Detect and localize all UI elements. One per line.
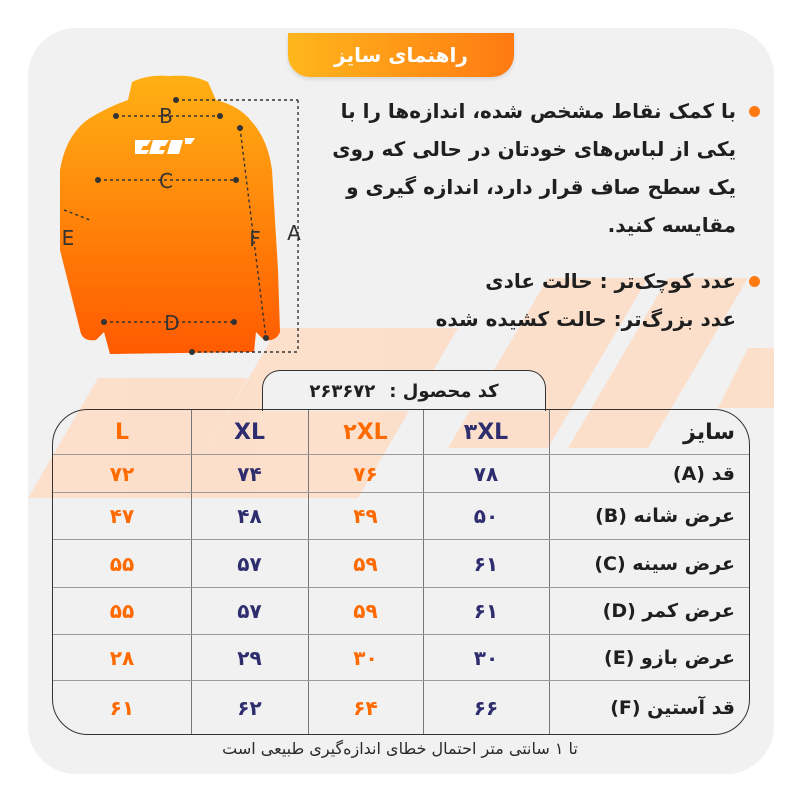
label-c: C (159, 169, 173, 193)
bullet-dot-icon (749, 106, 760, 117)
page-title: راهنمای سایز (288, 33, 514, 77)
row-label: قد (A) (672, 462, 735, 485)
size-l-header: L (114, 419, 130, 445)
size-column-header: سایز (683, 419, 735, 445)
table-header (53, 410, 749, 454)
table-row: ۵۵ ۵۷ ۵۹ ۶۱ عرض کمر (D) (53, 587, 749, 634)
instructions (300, 92, 760, 338)
size-table (52, 409, 750, 735)
table-row: ۲۸ ۲۹ ۳۰ ۳۰ عرض بازو (E) (53, 634, 749, 680)
product-code-label: کد محصول : (389, 380, 499, 402)
size-3xl-header: ۳XL (463, 419, 509, 445)
table-row: ۶۱ ۶۲ ۶۴ ۶۶ قد آستین (F) (53, 680, 749, 735)
product-code-value: ۲۶۳۶۷۲ (309, 380, 376, 402)
label-d: D (164, 311, 180, 335)
label-a: A (287, 221, 301, 245)
label-b: B (159, 104, 173, 128)
row-label: عرض بازو (E) (604, 646, 735, 669)
row-label: عرض سینه (C) (594, 552, 735, 575)
table-row: ۴۷ ۴۸ ۴۹ ۵۰ عرض شانه (B) (53, 492, 749, 539)
footnote: تا ۱ سانتی متر احتمال خطای اندازه‌گیری طبیعی است (222, 739, 578, 758)
row-label: قد آستین (F) (610, 697, 735, 719)
row-label: عرض شانه (B) (595, 505, 735, 527)
table-row: ۷۲ ۷۴ ۷۶ ۷۸ قد (A) (53, 454, 749, 492)
row-label: عرض کمر (D) (602, 600, 735, 622)
product-code (262, 370, 546, 411)
table-row: ۵۵ ۵۷ ۵۹ ۶۱ عرض سینه (C) (53, 539, 749, 587)
size-2xl-header: ۲XL (343, 419, 388, 445)
label-e: E (61, 226, 75, 250)
instruction-item: عدد بزرگ‌تر: حالت کشیده شده (435, 307, 736, 331)
instruction-item: عدد کوچک‌تر : حالت عادی (300, 262, 760, 300)
size-xl-header: XL (234, 419, 265, 445)
hoodie-diagram (40, 70, 320, 370)
bullet-dot-icon (749, 276, 760, 287)
instruction-item: با کمک نقاط مشخص شده، اندازه‌ها را با یکی از لباس‌های خودتان در حالی که روی یک سطح صاف قرار دارد، اندازه گیری و مقایسه کنید. (300, 92, 760, 244)
label-f: F (249, 227, 261, 251)
